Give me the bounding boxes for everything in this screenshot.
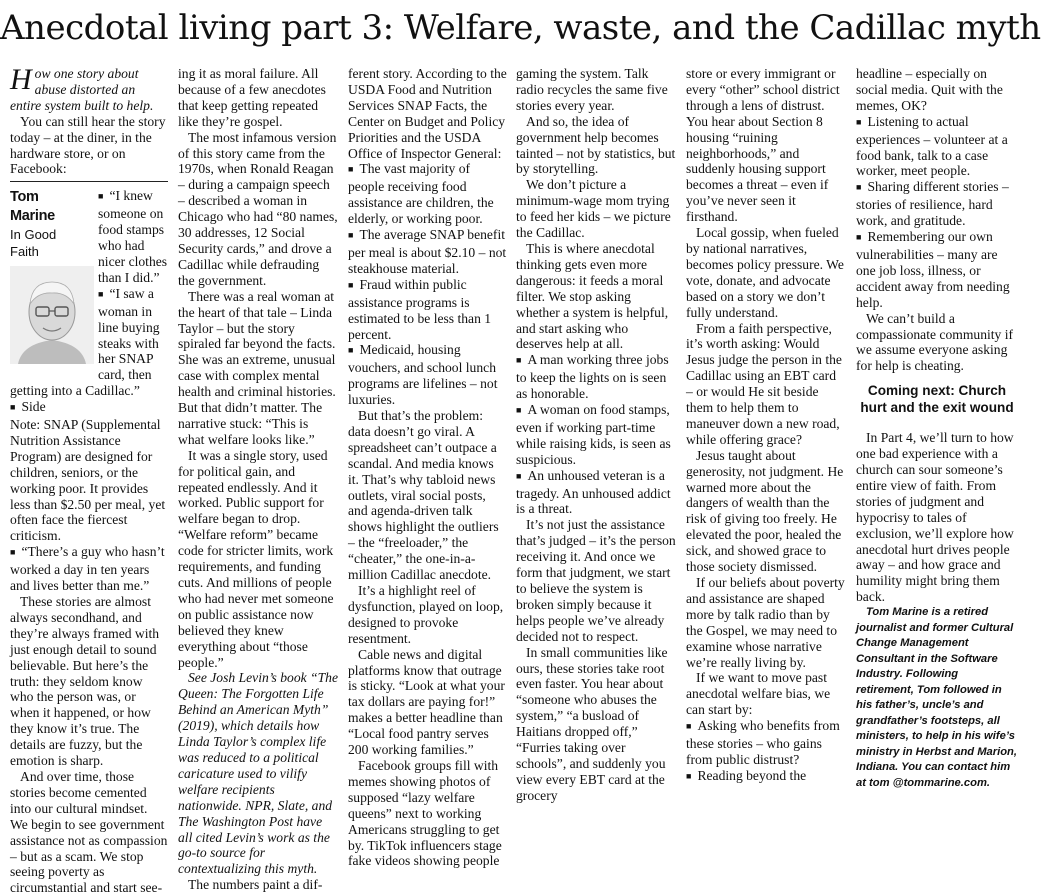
paragraph: Facebook groups fill with memes showing photos of supposed “lazy welfare queens” next to working Americans struggling to get by. TikTok influencers stage fake videos showing people — [348, 757, 502, 869]
paragraph: Local gossip, when fueled by national narratives, becomes policy pressure. We vote, donate, and advocate based on a story we don’t fully understand. — [686, 225, 844, 320]
paragraph: And over time, those stories become cemented into our cultural mindset. We begin to see government assistance not as compassion – but as a scam. We stop seeing poverty as circumstantial and start see- — [10, 768, 168, 896]
paragraph: It was a single story, used for political gain, and repeated endlessly. And it worked. Public support for welfare began to drop. “Welfare reform” became code for stricter limits, work requirements, and funding cuts. And millions of people who had never met someone on public assistance now believed they knew everything about “those people.” — [178, 447, 334, 670]
paragraph: There was a real woman at the heart of that tale – Linda Taylor – but the story spiraled far beyond the facts. She was an extreme, unusual case with complex mental health and criminal histories. But that didn’t matter. The narrative stuck: “This is what welfare looks like.” — [178, 288, 336, 447]
column-4 — [516, 66, 676, 840]
divider — [10, 181, 168, 182]
bullet-item: ■ “I knew someone on food stamps who had nicer clothes than I did.” — [10, 188, 168, 285]
paragraph: In small communities like ours, these stories take root even faster. You hear about “someone who abuses the system,” “a busload of Haitians dropped off,” “Furries taking over schools”, and suddenly you view every EBT card at the grocery — [516, 644, 668, 803]
paragraph: Cable news and digital platforms know that outrage is sticky. “Look at what your tax dollars are paying for!” makes a better headline than “Local food pantry serves 200 working families.” — [348, 646, 505, 758]
bullet-item: ■ “I saw a woman in line buying steaks with her SNAP card, then getting into a Cadillac.” — [10, 286, 168, 399]
author-name-first: Tom — [10, 189, 39, 206]
column-1 — [10, 63, 168, 896]
paragraph: ing it as moral failure. All because of a few anecdotes that keep getting repeated like they’re gospel. — [178, 66, 326, 129]
paragraph: Jesus taught about generosity, not judgment. He warned more about the dangers of wealth than the risk of giving too freely. He elevated the poor, healed the sick, and showed grace to those society dismissed. — [686, 447, 844, 575]
paragraph: It’s not just the assistance that’s judged – it’s the person receiving it. And once we form that judgment, we start to believe the system is broken simply because it helps people we’ve already decided not to respect. — [516, 517, 676, 644]
paragraph: We don’t picture a minimum-wage mom trying to feed her kids – we picture the Cadillac. — [516, 177, 671, 241]
paragraph: ferent story. According to the USDA Food and Nutrition Services SNAP Facts, the Center on Budget and Policy Priorities and the USDA Office of Inspector General: — [348, 66, 507, 161]
paragraph: These stories are almost always secondhand, and they’re always framed with just enough detail to sound believable. But here’s the truth: they seldom know who the person was, or when it happened, or how they know it’s true. The details are fuzzy, but the emotion is sharp. — [10, 594, 160, 769]
bullet-item: ■ Listening to actual experiences – volunteer at a food bank, talk to a case worker, meet people. — [856, 114, 1018, 180]
dek-dropcap: H — [10, 63, 32, 96]
paragraph: In Part 4, we’ll turn to how one bad experience with a church can sour someone’s entire view of faith. From stories of judgment and hypocrisy to tales of exclusion, we’ll explore how anecdotal hurt drives people away – and how grace and humility might bring them back. — [856, 430, 1014, 605]
paragraph: Note: SNAP (Supplemental Nutrition Assistance Program) are designed for children, seniors, or the working poor. It provides less than $2.50 per meal, yet often face the fiercest criticism. — [10, 417, 166, 544]
bullet-item: ■ Reading beyond the — [686, 768, 846, 786]
author-photo-icon — [10, 266, 94, 364]
column-2 — [178, 66, 339, 893]
subheading: Coming next: Church hurt and the exit wound — [860, 383, 1014, 416]
author-name-last: Marine — [10, 208, 55, 225]
paragraph: You can still hear the story today – at the diner, in the hardware store, or on Facebook: — [10, 113, 166, 177]
bullet-item: ■ An unhoused veteran is a tragedy. An unhoused addict is a threat. — [516, 468, 676, 518]
paragraph: gaming the system. Talk radio recycles the same five stories every year. — [516, 66, 668, 113]
column-3 — [348, 66, 508, 869]
paragraph: From a faith perspective, it’s worth asking: Would Jesus judge the person in the Cadillac using an EBT card – or would He sit beside them to help them to maneuver down a new road, while offering grace? — [686, 320, 842, 447]
bullet-item: ■ Fraud within public assistance programs is estimated to be less than 1 percent. — [348, 277, 508, 343]
bullet-item: ■ Side — [10, 399, 168, 417]
column-5 — [686, 66, 846, 840]
dek — [10, 63, 168, 114]
paragraph: store or every immigrant or every “other” school district through a lens of distrust. You hear about Section 8 housing “ruining neighborhoods,” and suddenly housing support becomes a threat – even if you’ve never seen it firsthand. — [686, 66, 840, 225]
author-bio: Tom Marine is a retired journalist and former Cultural Change Management Consultant in the Software Industry. Following retirement, Tom followed in his father’s, uncle’s and grandfather’s footsteps, all ministers, to help in his wife’s ministry in Herbst and Marion, Indiana. You can contact him at tom @tommarine.com. — [856, 606, 1018, 789]
paragraph: But that’s the problem: data doesn’t go viral. A spreadsheet can’t outpace a scandal. And media knows it. That’s why tabloid news outlets, viral social posts, and agenda-driven talk shows highlight the outliers – the “freeloader,” the “cheater,” the one-in-a-million Cadillac anecdote. — [348, 408, 499, 583]
author-box — [10, 188, 94, 364]
bullet-item: ■ “There’s a guy who hasn’t worked a day in ten years and lives better than me.” — [10, 544, 168, 594]
paragraph: We can’t build a compassionate community if we assume everyone asking for help is cheating. — [856, 310, 1014, 374]
column-6 — [856, 66, 1018, 840]
bullet-item: ■ Asking who benefits from these stories – who gains from public distrust? — [686, 718, 846, 768]
paragraph: And so, the idea of government help becomes tainted – not by statistics, but by storytelling. — [516, 113, 676, 177]
bullet-item: ■ A woman on food stamps, even if working part-time while raising kids, is seen as suspicious. — [516, 402, 676, 468]
paragraph: If we want to move past anecdotal welfare bias, we can start by: — [686, 670, 831, 718]
column-name-1: In Good — [10, 227, 57, 243]
bullet-item: ■ Remembering our own vulnerabilities – many are one job loss, illness, or accident away from needing help. — [856, 229, 1018, 311]
bullet-item: ■ The vast majority of people receiving food assistance are children, the elderly, or working poor. — [348, 161, 508, 227]
dek-text: ow one story about abuse distorted an entire system built to help. — [10, 66, 154, 113]
paragraph: It’s a highlight reel of dysfunction, played on loop, designed to provoke resentment. — [348, 583, 504, 646]
paragraph: If our beliefs about poverty and assistance are shaped more by talk radio than by the Gospel, we may need to examine whose narrative we’re really living by. — [686, 575, 845, 670]
paragraph: This is where anecdotal thinking gets even more dangerous: it feeds a moral filter. We stop asking whether a system is helpful, and start asking who deserves help at all. — [516, 240, 669, 352]
paragraph: headline – especially on social media. Quit with the memes, OK? — [856, 66, 1003, 113]
bullet-item: ■ Medicaid, housing vouchers, and school lunch programs are lifelines – not luxuries. — [348, 342, 508, 408]
bullet-item: ■ Sharing different stories – stories of resilience, hard work, and gratitude. — [856, 179, 1018, 229]
bullet-item: ■ The average SNAP benefit per meal is about $2.10 – not steakhouse material. — [348, 227, 508, 277]
paragraph: The most infamous version of this story came from the 1970s, when Ronald Reagan – during a campaign speech – described a woman in Chicago who had “80 names, 30 addresses, 12 Social Security cards,” and drove a Cadillac while defrauding the government. — [178, 129, 338, 288]
bullet-item: ■ A man working three jobs to keep the lights on is seen as honorable. — [516, 352, 676, 402]
headline: Anecdotal living part 3: Welfare, waste, and the Cadillac myth — [0, 8, 1041, 48]
paragraph: The numbers paint a dif- — [188, 877, 323, 893]
column-name-2: Faith — [10, 244, 39, 260]
book-note: See Josh Levin’s book “The Queen: The Forgotten Life Behind an American Myth” (2019), which details how Linda Taylor’s complex life was reduced to a political caricature used to vilify welfare recipients nationwide. NPR, Slate, and The Washington Post have all cited Levin’s work as the go-to source for contextualizing this myth. — [178, 670, 339, 877]
